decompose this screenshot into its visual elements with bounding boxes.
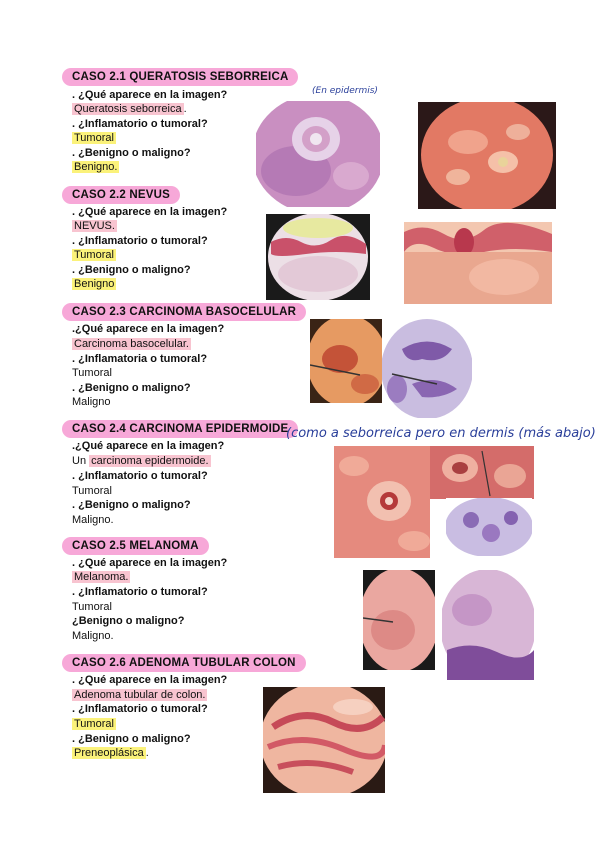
case-2-1-question-1: . ¿Qué aparece en la imagen? — [72, 89, 228, 101]
case-2-3-answer-1 — [72, 338, 191, 351]
case-2-4-question-3: . ¿Benigno o maligno? — [72, 499, 191, 511]
case-2-6-answer-3 — [72, 747, 149, 760]
case-2-3-question-3: . ¿Benigno o maligno? — [72, 382, 191, 394]
case-2-5-question-1: . ¿Qué aparece en la imagen? — [72, 557, 228, 569]
case-2-2-question-2: . ¿Inflamatorio o tumoral? — [72, 235, 208, 247]
case-2-6-answer-2 — [72, 718, 116, 731]
micrograph-keratosis-2 — [418, 102, 556, 209]
answer-highlight: Carcinoma basocelular. — [74, 338, 189, 350]
case-2-4-answer-3: Maligno. — [72, 514, 114, 526]
answer-highlight: Melanoma. — [74, 571, 129, 583]
case-2-3-answer-2: Tumoral — [72, 367, 112, 379]
handwritten-note-seborreica: (como a seborreica pero en dermis (más abajo) — [286, 426, 596, 441]
micrograph-basocellular-1 — [310, 319, 384, 403]
case-2-3-title: CASO 2.3 CARCINOMA BASOCELULAR — [62, 303, 306, 321]
case-2-2-question-3: . ¿Benigno o maligno? — [72, 264, 191, 276]
answer-highlight: Benigno. — [74, 161, 118, 173]
answer-highlight: Preneoplásica — [74, 747, 144, 759]
case-2-5-question-2: . ¿Inflamatorio o tumoral? — [72, 586, 208, 598]
case-2-2-answer-3 — [72, 278, 116, 291]
answer-highlight: Queratosis seborreica — [74, 103, 182, 115]
case-2-5-question-3: ¿Benigno o maligno? — [72, 615, 185, 627]
micrograph-melanoma-2 — [442, 570, 534, 680]
case-2-6-question-3: . ¿Benigno o maligno? — [72, 733, 191, 745]
case-2-1-answer-1 — [72, 103, 187, 116]
case-2-2-title: CASO 2.2 NEVUS — [62, 186, 180, 204]
case-2-5-answer-1 — [72, 571, 130, 584]
micrograph-nevus-1 — [266, 214, 370, 300]
micrograph-keratosis-1 — [256, 101, 380, 207]
case-2-3-answer-3: Maligno — [72, 396, 111, 408]
case-2-5-answer-3: Maligno. — [72, 630, 114, 642]
answer-highlight: Tumoral — [74, 718, 114, 730]
micrograph-epidermoid-3 — [446, 498, 532, 556]
case-2-6-question-2: . ¿Inflamatorio o tumoral? — [72, 703, 208, 715]
answer-highlight: carcinoma epidermoide. — [91, 455, 209, 467]
case-2-6-question-1: . ¿Qué aparece en la imagen? — [72, 674, 228, 686]
micrograph-melanoma-1 — [363, 570, 435, 670]
handwritten-note-epidermis: (En epidermis) — [312, 86, 378, 96]
answer-rest: . — [183, 103, 187, 115]
case-2-6-answer-1 — [72, 689, 207, 702]
case-2-1-question-2: . ¿Inflamatorio o tumoral? — [72, 118, 208, 130]
micrograph-nevus-2 — [404, 222, 552, 304]
micrograph-epidermoid-2 — [430, 446, 534, 499]
case-2-4-answer-1 — [72, 455, 211, 468]
case-2-4-answer-2: Tumoral — [72, 485, 112, 497]
case-2-2-answer-2 — [72, 249, 116, 262]
micrograph-basocellular-2 — [382, 319, 472, 418]
case-2-1-answer-3 — [72, 161, 119, 174]
case-2-6-title: CASO 2.6 ADENOMA TUBULAR COLON — [62, 654, 306, 672]
micrograph-adenoma — [263, 687, 385, 793]
case-2-1-answer-2 — [72, 132, 116, 145]
answer-rest: . — [145, 747, 149, 759]
case-2-1-title: CASO 2.1 QUERATOSIS SEBORREICA — [62, 68, 298, 86]
answer-highlight: Tumoral — [74, 132, 114, 144]
answer-highlight: NEVUS. — [74, 220, 115, 232]
answer-prefix: Un — [72, 455, 90, 467]
case-2-4-title: CASO 2.4 CARCINOMA EPIDERMOIDE — [62, 420, 298, 438]
case-2-2-answer-1 — [72, 220, 117, 233]
case-2-1-question-3: . ¿Benigno o maligno? — [72, 147, 191, 159]
case-2-5-title: CASO 2.5 MELANOMA — [62, 537, 209, 555]
case-2-3-question-2: . ¿Inflamatoria o tumoral? — [72, 353, 208, 365]
case-2-4-question-1: .¿Qué aparece en la imagen? — [72, 440, 225, 452]
answer-highlight: Adenoma tubular de colon. — [74, 689, 206, 701]
answer-highlight: Benigno — [74, 278, 115, 290]
case-2-5-answer-2: Tumoral — [72, 601, 112, 613]
answer-highlight: Tumoral — [74, 249, 114, 261]
case-2-2-question-1: . ¿Qué aparece en la imagen? — [72, 206, 228, 218]
case-2-3-question-1: .¿Qué aparece en la imagen? — [72, 323, 225, 335]
case-2-4-question-2: . ¿Inflamatorio o tumoral? — [72, 470, 208, 482]
micrograph-epidermoid-1 — [334, 446, 430, 558]
